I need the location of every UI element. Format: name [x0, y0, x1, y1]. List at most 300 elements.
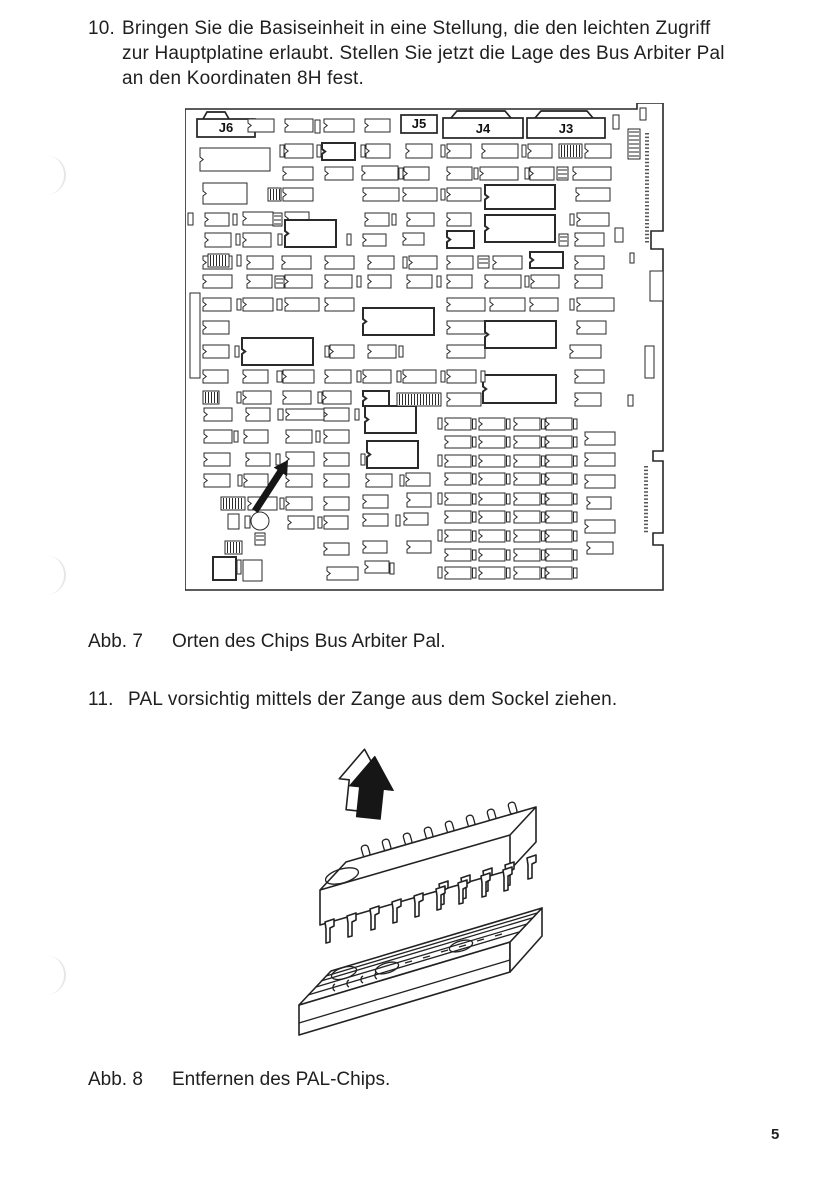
connector-label-J6: J6: [218, 120, 234, 135]
chip: [575, 393, 601, 406]
step-number: 11.: [88, 689, 114, 710]
capacitor: [325, 346, 329, 357]
figure-8-caption: [88, 1069, 390, 1091]
chip: [368, 345, 396, 358]
chip-large: [530, 252, 563, 268]
chip: [325, 256, 354, 269]
capacitor: [277, 299, 282, 310]
chip: [283, 391, 311, 404]
chip: [404, 167, 429, 180]
chip: [324, 430, 349, 443]
chip: [490, 298, 525, 311]
capacitor: [361, 145, 365, 157]
capacitor: [277, 371, 282, 382]
capacitor: [542, 474, 546, 484]
figure-caption-text: Orten des Chips Bus Arbiter Pal.: [172, 631, 446, 652]
step-text-line: an den Koordinaten 8H fest.: [122, 68, 365, 89]
capacitor: [403, 257, 407, 268]
chip: [324, 543, 349, 555]
chip: [324, 497, 349, 510]
capacitor: [318, 517, 322, 528]
chip: [407, 275, 432, 288]
capacitor: [574, 512, 578, 522]
chip: [447, 298, 485, 311]
chip: [585, 520, 615, 533]
capacitor: [441, 189, 445, 200]
capacitor: [570, 214, 574, 225]
capacitor: [507, 550, 511, 560]
capacitor: [574, 494, 578, 504]
capacitor: [233, 214, 237, 225]
chip: [447, 275, 472, 288]
component-striped: [478, 256, 489, 268]
chip: [243, 298, 273, 311]
chip: [447, 188, 481, 201]
chip: [243, 233, 271, 247]
chip: [203, 298, 231, 311]
memory-chip: [479, 493, 505, 505]
chip: [575, 275, 602, 288]
chip: [204, 408, 232, 421]
chip: [576, 188, 610, 201]
memory-chip: [479, 511, 505, 523]
capacitor: [542, 531, 546, 541]
chip: [204, 430, 232, 443]
chip: [324, 119, 354, 132]
component-striped: [559, 234, 568, 246]
connector-tab: [203, 112, 229, 119]
component-striped: [255, 533, 265, 545]
capacitor: [640, 108, 646, 120]
capacitor: [542, 456, 546, 466]
capacitor: [355, 409, 359, 420]
capacitor: [438, 493, 442, 504]
capacitor: [570, 299, 574, 310]
chip: [286, 497, 312, 510]
chip: [447, 321, 485, 334]
chip-large: [447, 231, 474, 248]
chip: [573, 167, 611, 180]
capacitor: [542, 419, 546, 429]
capacitor: [473, 550, 477, 560]
capacitor: [280, 145, 284, 157]
chip: [485, 275, 521, 288]
connector-label-J3: J3: [558, 121, 574, 136]
capacitor: [474, 168, 478, 179]
chip: [406, 144, 432, 158]
chip: [286, 430, 312, 443]
memory-chip: [445, 418, 471, 430]
chip: [407, 541, 431, 553]
instruction-step-11: [88, 687, 617, 712]
chip: [403, 370, 436, 383]
figure-caption-text: Entfernen des PAL-Chips.: [172, 1069, 391, 1090]
memory-chip: [546, 511, 572, 523]
capacitor: [399, 168, 403, 179]
component-striped: [397, 393, 441, 406]
chip-large: [285, 220, 336, 247]
capacitor: [507, 494, 511, 504]
memory-chip: [445, 473, 471, 485]
chip: [587, 497, 611, 509]
chip: [286, 409, 324, 420]
capacitor: [276, 454, 280, 465]
capacitor: [235, 346, 239, 357]
chip: [585, 144, 611, 158]
capacitor: [280, 498, 284, 509]
capacitor: [392, 214, 396, 225]
chip: [285, 119, 313, 132]
chip: [403, 188, 437, 201]
capacitor: [318, 392, 322, 403]
memory-chip: [546, 567, 572, 579]
memory-chip: [546, 436, 572, 448]
capacitor: [473, 512, 477, 522]
chip: [243, 370, 268, 383]
memory-chip: [514, 473, 540, 485]
socket-drawing: [299, 908, 542, 1035]
chip: [327, 567, 358, 580]
chip: [447, 213, 471, 226]
memory-chip: [479, 418, 505, 430]
chip: [366, 474, 392, 487]
chip: [248, 119, 274, 132]
component-striped: [275, 276, 284, 288]
up-arrow-icon: [336, 747, 398, 820]
chip: [247, 275, 272, 288]
memory-chip: [514, 549, 540, 561]
capacitor: [628, 395, 633, 406]
chip: [285, 298, 319, 311]
capacitor: [237, 255, 241, 266]
chip: [366, 144, 390, 158]
capacitor: [542, 550, 546, 560]
capacitor: [507, 437, 511, 447]
chip: [575, 233, 604, 246]
chip: [530, 167, 554, 180]
capacitor: [399, 346, 403, 357]
memory-chip: [514, 511, 540, 523]
capacitor: [525, 168, 529, 179]
chip-large: [242, 338, 313, 365]
capacitor: [481, 371, 485, 382]
memory-chip: [514, 455, 540, 467]
capacitor: [316, 431, 320, 442]
figure-label: Abb. 7: [88, 631, 143, 652]
chip: [286, 474, 312, 487]
chip: [447, 370, 476, 383]
chip: [528, 144, 552, 158]
chip: [325, 370, 351, 383]
capacitor: [473, 568, 477, 578]
capacitor: [390, 563, 394, 574]
capacitor: [237, 299, 241, 310]
capacitor: [574, 419, 578, 429]
punch-hole-mark: [46, 555, 66, 595]
chip: [530, 298, 558, 311]
chip: [575, 256, 604, 269]
chip: [363, 495, 388, 508]
chip: [480, 167, 518, 180]
memory-chip: [546, 418, 572, 430]
capacitor: [441, 371, 445, 382]
capacitor: [630, 253, 634, 263]
capacitor: [361, 454, 365, 465]
chip: [577, 298, 614, 311]
chip: [407, 213, 434, 226]
chip: [203, 345, 229, 358]
chip: [447, 345, 485, 358]
capacitor: [245, 516, 250, 528]
capacitor: [542, 437, 546, 447]
capacitor: [234, 431, 238, 442]
round-component: [251, 512, 269, 530]
step-text: [122, 16, 725, 91]
capacitor: [507, 419, 511, 429]
chip: [324, 516, 348, 529]
chip: [203, 321, 229, 334]
chip: [203, 275, 232, 288]
chip-large: [363, 308, 434, 335]
figure-7-board-diagram: [185, 103, 668, 595]
chip: [243, 391, 271, 404]
capacitor: [542, 568, 546, 578]
memory-chip: [546, 530, 572, 542]
memory-chip: [514, 436, 540, 448]
capacitor: [438, 418, 442, 429]
chip: [205, 233, 231, 247]
chip: [409, 256, 437, 269]
capacitor: [507, 456, 511, 466]
chip-large: [485, 321, 556, 348]
chip: [575, 370, 604, 383]
capacitor: [507, 512, 511, 522]
chip: [283, 188, 313, 201]
capacitor: [473, 531, 477, 541]
component: [645, 346, 654, 378]
chip: [365, 561, 389, 573]
capacitor: [473, 494, 477, 504]
punch-hole-mark: [46, 955, 66, 995]
chip: [288, 516, 314, 529]
capacitor: [574, 437, 578, 447]
chip: [363, 514, 388, 526]
memory-chip: [546, 549, 572, 561]
capacitor: [522, 145, 526, 157]
memory-chip: [479, 436, 505, 448]
memory-chip: [514, 493, 540, 505]
chip: [204, 453, 230, 466]
memory-chip: [514, 418, 540, 430]
chip-large: [367, 441, 418, 468]
chip: [365, 119, 390, 132]
chip: [246, 453, 270, 466]
chip: [587, 542, 613, 554]
memory-chip: [445, 549, 471, 561]
capacitor: [317, 145, 321, 157]
capacitor: [507, 474, 511, 484]
chip: [244, 430, 268, 443]
chip-large: [485, 185, 555, 209]
chip: [285, 144, 313, 158]
step-text: PAL vorsichtig mittels der Zange aus dem Sockel ziehen.: [128, 689, 618, 710]
capacitor: [397, 371, 401, 382]
chip: [324, 408, 349, 421]
capacitor: [357, 276, 361, 287]
connector-label-J5: J5: [411, 116, 427, 131]
chip: [403, 233, 424, 245]
component-square: [213, 557, 236, 580]
capacitor: [347, 234, 351, 245]
capacitor: [357, 371, 361, 382]
figure-8-chip-removal: [285, 738, 565, 1048]
chip-body: [320, 807, 536, 925]
memory-chip: [514, 567, 540, 579]
chip: [247, 256, 273, 269]
chip: [286, 452, 314, 466]
chip-large: [322, 143, 355, 160]
memory-chip: [479, 473, 505, 485]
capacitor: [438, 455, 442, 466]
chip: [205, 213, 229, 226]
chip: [365, 213, 389, 226]
capacitor: [237, 392, 241, 403]
capacitor: [473, 437, 477, 447]
chip: [246, 408, 270, 421]
memory-chip: [546, 493, 572, 505]
chip: [363, 234, 386, 246]
capacitor: [278, 409, 283, 420]
chip: [447, 144, 471, 158]
capacitor: [542, 494, 546, 504]
capacitor: [574, 474, 578, 484]
capacitor: [315, 120, 320, 133]
capacitor: [574, 456, 578, 466]
capacitor: [441, 145, 445, 157]
chip: [283, 370, 314, 383]
step-text-line: Bringen Sie die Basiseinheit in eine Stellung, die den leichten Zugriff: [122, 18, 711, 39]
connector-tab: [535, 111, 593, 118]
chip: [244, 474, 268, 487]
chip: [324, 474, 349, 487]
capacitor: [238, 475, 242, 486]
chip-large: [363, 391, 389, 406]
step-text-line: zur Hauptplatine erlaubt. Stellen Sie jetzt die Lage des Bus Arbiter Pal: [122, 43, 725, 64]
chip: [577, 213, 609, 226]
capacitor: [438, 567, 442, 578]
chip: [407, 493, 431, 507]
chip: [285, 275, 312, 288]
capacitor: [574, 531, 578, 541]
chip-large: [485, 215, 555, 242]
chip: [447, 393, 481, 406]
chip: [203, 183, 247, 204]
memory-chip: [445, 436, 471, 448]
instruction-step-10: [88, 16, 725, 91]
capacitor: [473, 474, 477, 484]
component: [228, 514, 239, 529]
chip: [570, 345, 601, 358]
chip: [368, 275, 391, 288]
chip: [482, 144, 518, 158]
capacitor: [438, 530, 442, 541]
capacitor: [615, 228, 623, 242]
memory-chip: [445, 567, 471, 579]
capacitor: [236, 234, 240, 245]
capacitor: [278, 234, 282, 245]
chip: [325, 167, 353, 180]
chip: [282, 256, 311, 269]
page-number: 5: [771, 1126, 780, 1143]
capacitor: [507, 531, 511, 541]
chip: [200, 148, 270, 171]
chip: [577, 321, 606, 334]
chip: [447, 256, 473, 269]
capacitor: [400, 475, 404, 486]
chip: [404, 513, 428, 525]
chip: [368, 256, 394, 269]
memory-chip: [445, 455, 471, 467]
memory-chip: [546, 455, 572, 467]
capacitor: [473, 419, 477, 429]
memory-chip: [445, 530, 471, 542]
chip: [363, 188, 399, 201]
capacitor: [574, 550, 578, 560]
chip: [203, 370, 228, 383]
memory-chip: [445, 511, 471, 523]
capacitor: [437, 276, 441, 287]
chip: [363, 370, 391, 383]
chip: [323, 391, 351, 404]
chip: [493, 256, 522, 269]
connector-label-J4: J4: [475, 121, 491, 136]
component: [190, 293, 200, 378]
capacitor: [507, 568, 511, 578]
chip: [243, 212, 273, 225]
capacitor: [542, 512, 546, 522]
component: [650, 271, 663, 301]
chip-large: [365, 406, 416, 433]
chip: [363, 541, 387, 553]
memory-chip: [445, 493, 471, 505]
punch-hole-mark: [46, 155, 66, 195]
chip: [325, 275, 352, 288]
capacitor: [237, 560, 241, 574]
capacitor: [525, 276, 529, 287]
chip: [325, 298, 354, 311]
capacitor: [188, 213, 193, 225]
figure-label: Abb. 8: [88, 1069, 143, 1090]
memory-chip: [479, 530, 505, 542]
capacitor: [473, 456, 477, 466]
chip: [406, 473, 430, 486]
chip: [585, 475, 615, 488]
figure-7-caption: [88, 631, 446, 653]
chip: [204, 474, 230, 487]
capacitor: [574, 568, 578, 578]
chip-large: [483, 375, 556, 403]
memory-chip: [479, 455, 505, 467]
capacitor: [396, 515, 400, 526]
chip: [447, 167, 472, 180]
memory-chip: [479, 549, 505, 561]
memory-chip: [479, 567, 505, 579]
chip: [324, 453, 349, 466]
chip: [531, 275, 559, 288]
chip: [585, 432, 615, 445]
step-number: 10.: [88, 18, 116, 39]
memory-chip: [514, 530, 540, 542]
